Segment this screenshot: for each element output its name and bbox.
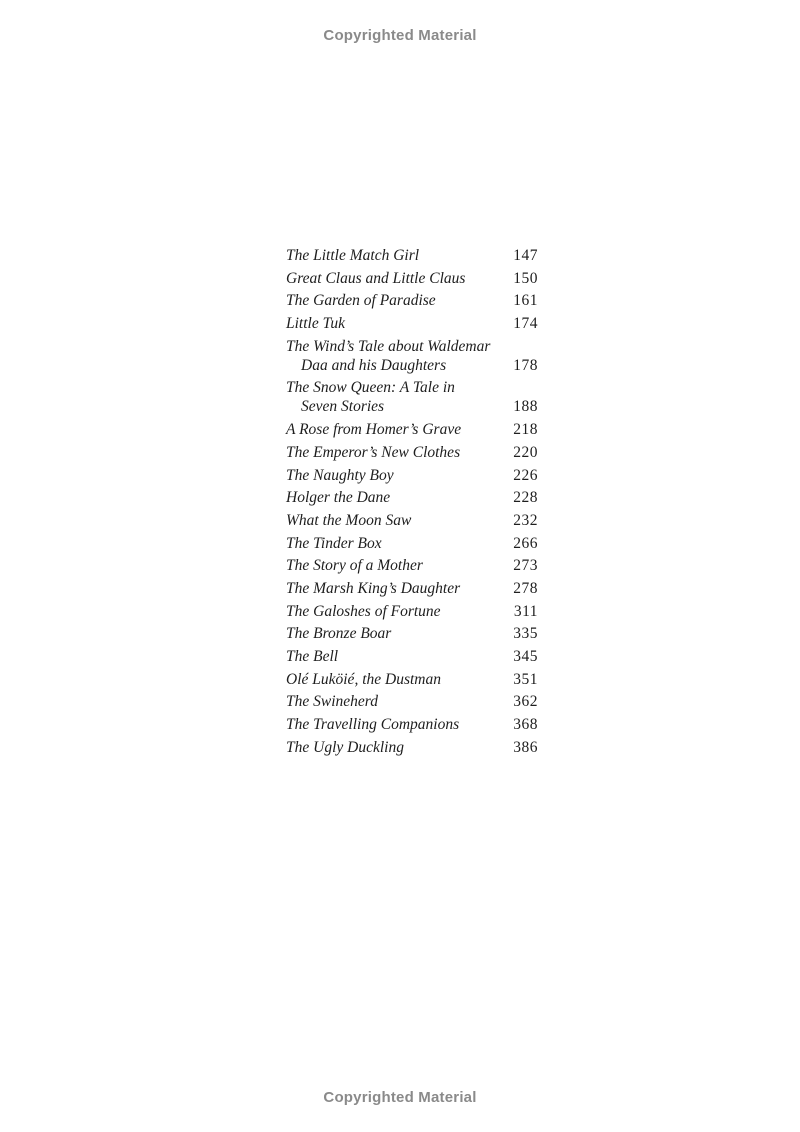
toc-entry-page-number: 228 <box>513 489 538 507</box>
toc-entry-title-line: The Wind’s Tale about Waldemar <box>286 337 491 355</box>
toc-entry-title <box>286 647 501 666</box>
toc-entry <box>286 337 538 375</box>
toc-entry-page-number: 226 <box>513 466 538 484</box>
toc-entry-title <box>286 624 501 643</box>
toc-entry-title <box>286 579 501 598</box>
toc-entry <box>286 579 538 598</box>
toc-entry-title-line: Great Claus and Little Claus <box>286 269 466 287</box>
toc-entry-page-number: 218 <box>513 421 538 439</box>
toc-entry <box>286 420 538 439</box>
toc-entry-title-line: The Tinder Box <box>286 534 382 552</box>
toc-entry-page-number: 161 <box>513 292 538 310</box>
toc-entry-page-number: 345 <box>513 648 538 665</box>
toc-entry-title-line: A Rose from Homer’s Grave <box>286 421 462 439</box>
toc-entry-title-line: Holger the Dane <box>286 489 391 507</box>
toc-entry <box>286 534 538 553</box>
toc-entry-page-number: 232 <box>513 511 538 529</box>
toc-entry-page-number: 335 <box>513 625 538 643</box>
toc-entry-page-number: 188 <box>513 398 538 416</box>
toc-entry <box>286 443 538 462</box>
toc-entry-title-line: The Emperor’s New Clothes <box>286 443 461 461</box>
toc-entry-page-number: 220 <box>513 443 538 461</box>
toc-entry-page-number: 147 <box>513 247 538 264</box>
toc-entry <box>286 511 538 530</box>
toc-entry-title-line: The Ugly Duckling <box>286 738 404 756</box>
toc-entry-page-number: 266 <box>513 534 538 552</box>
toc-entry-title-line: Seven Stories <box>301 398 385 416</box>
toc-entry <box>286 291 538 310</box>
toc-entry-title-line: The Story of a Mother <box>286 557 423 575</box>
toc-entry-title-line: The Galoshes of Fortune <box>286 602 441 620</box>
toc-entry-title-line: The Little Match Girl <box>286 247 420 264</box>
toc-entry <box>286 246 538 265</box>
toc-entry-title <box>286 378 501 416</box>
toc-entry-title <box>286 488 501 507</box>
toc-entry-page-number: 368 <box>513 716 538 734</box>
toc-entry <box>286 738 538 757</box>
toc-entry-title-line: The Garden of Paradise <box>286 292 436 310</box>
toc-entry-title-line: The Bronze Boar <box>286 625 392 643</box>
toc-entry-title-line: The Bell <box>286 648 339 665</box>
toc-entry-page-number: 311 <box>513 602 538 620</box>
toc-entry <box>286 378 538 416</box>
toc-entry-title-line: What the Moon Saw <box>286 511 412 529</box>
toc-entry-title-line: The Snow Queen: A Tale in <box>286 379 455 397</box>
table-of-contents <box>286 246 538 760</box>
toc-entry-title-line: The Naughty Boy <box>286 466 394 484</box>
toc-entry-title <box>286 466 501 485</box>
toc-entry <box>286 670 538 689</box>
toc-entry-page-number: 386 <box>513 738 538 756</box>
toc-entry-title <box>286 534 501 553</box>
toc-entry-title <box>286 511 501 530</box>
copyright-watermark-bottom: Copyrighted Material <box>323 1089 477 1106</box>
toc-entry-page-number: 178 <box>513 356 538 374</box>
toc-entry <box>286 602 538 621</box>
toc-entry-title <box>286 246 501 265</box>
toc-entry <box>286 314 538 333</box>
toc-entry <box>286 647 538 666</box>
toc-entry-title-line: The Marsh King’s Daughter <box>286 579 461 597</box>
toc-entry-title <box>286 291 501 310</box>
toc-entry <box>286 488 538 507</box>
toc-entry-title <box>286 337 501 375</box>
toc-entry-title <box>286 715 501 734</box>
toc-entry-title <box>286 602 501 621</box>
toc-entry-title <box>286 556 501 575</box>
toc-entry <box>286 269 538 288</box>
toc-entry-title <box>286 670 501 689</box>
toc-entry-title-line: Daa and his Daughters <box>301 356 447 374</box>
toc-entry-title <box>286 420 501 439</box>
toc-entry-page-number: 351 <box>513 670 538 688</box>
toc-entry-title <box>286 269 501 288</box>
toc-entry-page-number: 174 <box>513 315 538 333</box>
toc-entry-title-line: The Travelling Companions <box>286 716 460 734</box>
toc-entry-title-line: The Swineherd <box>286 693 378 711</box>
toc-entry <box>286 692 538 711</box>
toc-entry-title <box>286 443 501 462</box>
toc-entry-page-number: 278 <box>513 579 538 597</box>
toc-entry <box>286 624 538 643</box>
toc-entry-title <box>286 738 501 757</box>
toc-entry <box>286 556 538 575</box>
toc-entry-title-line: Olé Luköié, the Dustman <box>286 670 441 688</box>
copyright-watermark-top: Copyrighted Material <box>323 27 477 44</box>
toc-entry-title <box>286 314 501 333</box>
toc-entry-page-number: 150 <box>513 269 538 287</box>
toc-entry-title-line: Little Tuk <box>286 315 345 333</box>
toc-entry <box>286 466 538 485</box>
toc-entry-page-number: 273 <box>513 557 538 575</box>
toc-entry <box>286 715 538 734</box>
toc-entry-title <box>286 692 501 711</box>
toc-entry-page-number: 362 <box>513 693 538 711</box>
